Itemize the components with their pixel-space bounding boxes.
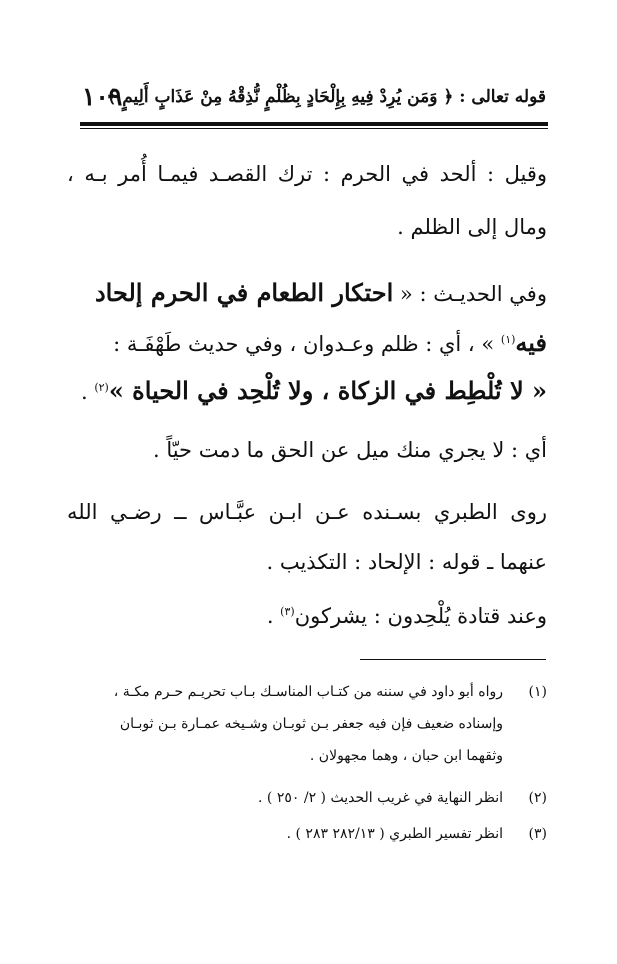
paragraph-4-line-1: روى الطبري بسـنده عـن ابـن عبَّـاس ــ رضـي الله xyxy=(67,500,547,524)
paragraph-5-end: . xyxy=(266,604,281,628)
footnote-1-text-3: وثقهما ابن حبان ، وهما مجهولان . xyxy=(309,748,503,764)
footnote-ref-1[interactable]: (١) xyxy=(500,333,516,346)
page-header xyxy=(82,84,546,116)
footnote-1-number: (١) xyxy=(528,684,547,700)
paragraph-3-line-1: أي : لا يجري منك ميل عن الحق ما دمت حيّاً . xyxy=(152,438,547,462)
running-title-verse: ﴿ وَمَن يُرِدْ فِيهِ بِإِلْحَادٍ بِظُلْمٍ نُّذِقْهُ مِنْ عَذَابٍ أَلِيمٍ ﴾ xyxy=(106,87,454,107)
paragraph-2-end: . xyxy=(80,380,95,404)
hadith-text-1: احتكار الطعام في الحرم إلحاد xyxy=(94,278,394,307)
footnote-1-line-2 xyxy=(67,716,547,732)
running-title-prefix: قوله تعالى : xyxy=(459,87,546,107)
page-number: ١٠٩ xyxy=(82,82,123,111)
paragraph-2-line-2 xyxy=(67,328,547,357)
footnote-rule xyxy=(360,659,546,660)
footnote-2-text: انظر النهاية في غريب الحديث ( ٢/ ٢٥٠ ) . xyxy=(258,790,503,806)
footnote-1-text-2: وإسناده ضعيف فإن فيه جعفر بـن ثوبـان وشـيخه عمـارة بـن ثوبـان xyxy=(119,716,503,732)
paragraph-5-line-1 xyxy=(67,604,547,628)
footnote-ref-2[interactable]: (٢) xyxy=(94,381,109,394)
paragraph-2-line-1 xyxy=(67,278,547,307)
paragraph-2-line-3 xyxy=(67,376,547,405)
hadith-text-2: « لا تُلْطِط في الزكاة ، ولا تُلْحِد في الحياة » xyxy=(108,376,547,405)
footnote-1-line-3 xyxy=(67,748,547,764)
hadith-text-1-end: فيه xyxy=(515,328,547,357)
paragraph-2-intro: وفي الحديـث : « xyxy=(393,282,547,306)
paragraph-4-line-2: عنهما ـ قوله : الإلحاد : التكذيب . xyxy=(266,550,547,574)
running-title xyxy=(106,86,546,107)
footnote-1-line-1 xyxy=(67,684,547,700)
footnote-ref-3[interactable]: (٣) xyxy=(280,605,295,618)
header-rule-thin xyxy=(80,128,548,129)
header-rule-thick xyxy=(80,122,548,126)
paragraph-5-text: وعند قتادة يُلْحِدون : يشركون xyxy=(294,604,547,628)
paragraph-2-explanation: » ، أي : ظلم وعـدوان ، وفي حديث طَهْفَـة : xyxy=(113,332,501,356)
paragraph-1-line-1: وقيل : ألحد في الحرم : ترك القصـد فيمـا أُمر بـه ، xyxy=(67,162,547,186)
footnote-3 xyxy=(67,826,547,842)
footnote-2-number: (٢) xyxy=(528,790,547,806)
footnote-1-text-1: رواه أبو داود في سننه من كتـاب المناسـك بـاب تحريـم حـرم مكـة ، xyxy=(113,684,503,700)
paragraph-1-line-2: ومال إلى الظلم . xyxy=(397,215,547,239)
footnote-3-number: (٣) xyxy=(528,826,547,842)
footnote-3-text: انظر تفسير الطبري ( ٢٨٢/١٣ ٢٨٣ ) . xyxy=(286,826,503,842)
footnote-2 xyxy=(67,790,547,806)
